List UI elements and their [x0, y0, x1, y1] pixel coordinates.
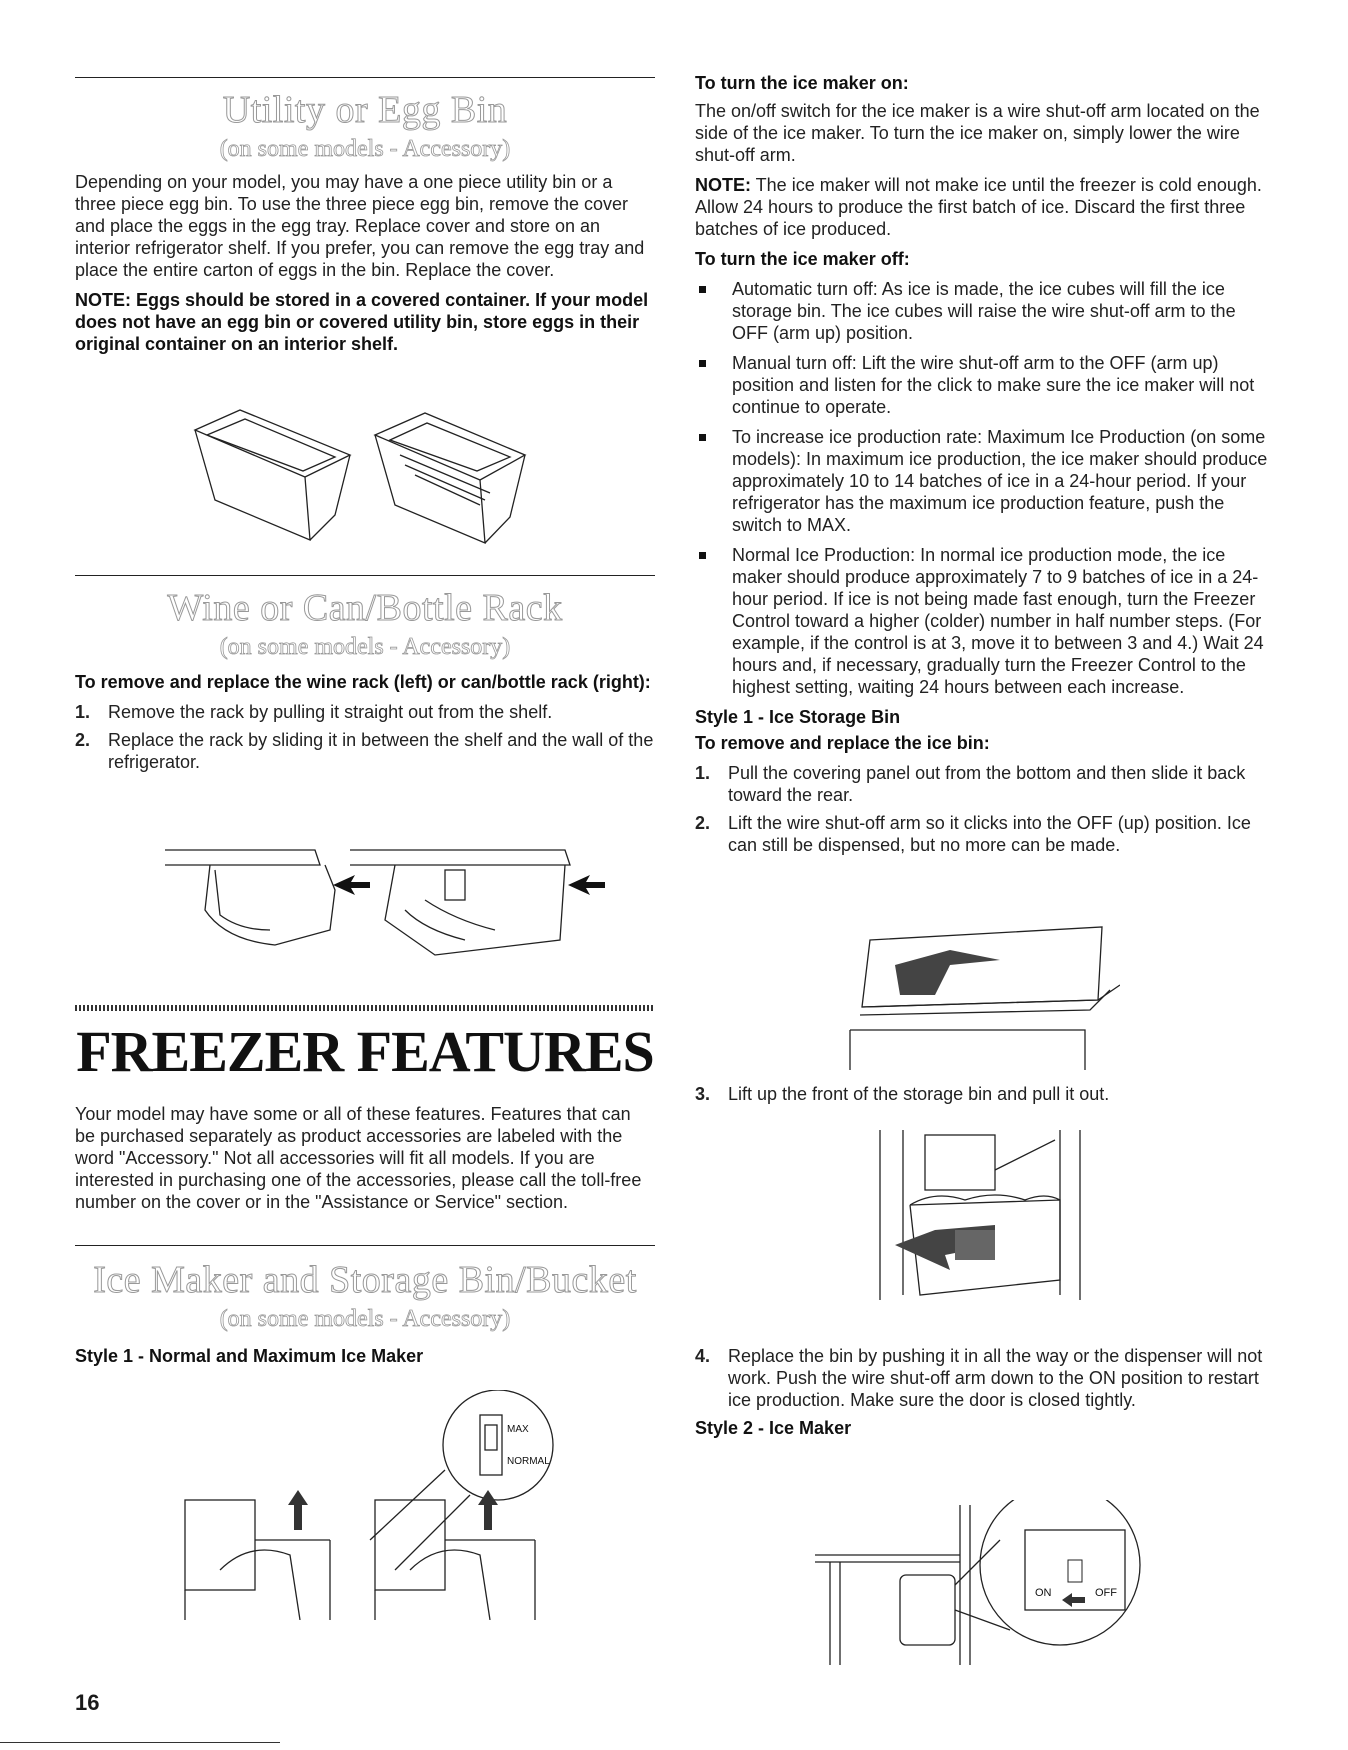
utility-note: NOTE: Eggs should be stored in a covered container. If your model does not have an egg bin or covered utility bin, store eggs in their original container on an interior shelf.: [75, 290, 649, 354]
style2-heading: Style 2 - Ice Maker: [695, 1418, 852, 1438]
section-subtitle: (on some models - Accessory): [219, 1306, 511, 1332]
ice-maker-instructions: [695, 72, 1270, 862]
style1-heading: Style 1 - Normal and Maximum Ice Maker: [75, 1346, 424, 1366]
utility-body: Depending on your model, you may have a one piece utility bin or a three piece egg bin. To use the three piece egg bin, remove the cover and place the eggs in the egg tray. Replace cover and store on an interior refrigerator shelf. If you prefer, you can remove the egg tray and place the entire carton of eggs in the bin. Replace the cover.: [75, 172, 645, 280]
bin-steps-b: [695, 1083, 1270, 1105]
section-rule: [75, 575, 655, 576]
list-item: To increase ice production rate: Maximum Ice Production (on some models): In maximum ice production, the ice maker should produce approximately 10 to 14 batches of ice in a 24-hour period. If your refrigerator has the maximum ice production feature, push the switch to MAX.: [695, 426, 1270, 536]
list-item: 1. Pull the covering panel out from the bottom and then slide it back toward the rear.: [695, 763, 1246, 805]
page-title: FREEZER FEATURES: [76, 1019, 654, 1084]
wine-rack-illustration: [165, 830, 605, 960]
switch-off-label: OFF: [1095, 1587, 1117, 1599]
bin-step-4-section: [695, 1345, 1270, 1439]
wine-steps: [75, 701, 655, 773]
note-paragraph: NOTE: The ice maker will not make ice until the freezer is cold enough. Allow 24 hours to produce the first batch of ice. Discard the first three batches of ice produced.: [695, 175, 1262, 239]
turn-on-body: The on/off switch for the ice maker is a wire shut-off arm located on the side of the ice maker. To turn the ice maker on, simply lower the wire shut-off arm.: [695, 101, 1260, 165]
section-rule: [75, 77, 655, 78]
list-item: 4. Replace the bin by pushing it in all the way or the dispenser will not work. Push the wire shut-off arm down to the ON position to restart ice production. Make sure the door is closed tightly.: [695, 1346, 1263, 1410]
list-item: 2. Replace the rack by sliding it in between the shelf and the wall of the refrigerator.: [75, 730, 654, 772]
page-number: 16: [75, 1690, 100, 1715]
list-item: Manual turn off: Lift the wire shut-off arm to the OFF (arm up) position and listen for the click to make sure the ice maker will not continue to operate.: [695, 352, 1270, 418]
turn-on-heading: To turn the ice maker on:: [695, 73, 909, 93]
switch-on-label: ON: [1035, 1587, 1052, 1599]
remove-bin-heading: To remove and replace the ice bin:: [695, 733, 990, 753]
ice-maker-style2-illustration: [810, 1500, 1170, 1670]
wine-heading: To remove and replace the wine rack (left) or can/bottle rack (right):: [75, 672, 651, 692]
storage-bin-illustration: [875, 1130, 1095, 1300]
covering-panel-illustration: [840, 925, 1120, 1075]
list-item: 3. Lift up the front of the storage bin and pull it out.: [695, 1084, 1110, 1104]
section-title: Wine or Can/Bottle Rack: [167, 587, 563, 629]
bin-steps-c: [695, 1345, 1270, 1411]
dotted-separator: [75, 1005, 655, 1011]
section-subtitle: (on some models - Accessory): [219, 634, 511, 660]
list-item: Normal Ice Production: In normal ice production mode, the ice maker should produce approximately 7 to 9 batches of ice in a 24-hour period. If ice is not being made fast enough, turn the Freezer Control toward a higher (colder) number in half number steps. (For example, if the control is at 3, move it to between 3 and 4.) Wait 24 hours and, if necessary, gradually turn the Freezer Control to the highest setting, waiting 24 hours between each increase.: [695, 544, 1270, 698]
turn-off-heading: To turn the ice maker off:: [695, 249, 910, 269]
list-item: 1. Remove the rack by pulling it straight out from the shelf.: [75, 702, 553, 722]
ice-maker-section: [75, 1258, 655, 1367]
egg-bin-illustration: [185, 405, 545, 545]
style1-bin-heading: Style 1 - Ice Storage Bin: [695, 707, 901, 727]
switch-normal-label: NORMAL: [507, 1456, 550, 1467]
list-item: Automatic turn off: As ice is made, the ice cubes will fill the ice storage bin. The ice cubes will raise the wire shut-off arm to the OFF (arm up) position.: [695, 278, 1270, 344]
list-item: 2. Lift the wire shut-off arm so it clicks into the OFF (up) position. Ice can still be dispensed, but no more can be made.: [695, 813, 1251, 855]
switch-max-label: MAX: [507, 1424, 529, 1435]
section-subtitle: (on some models - Accessory): [219, 136, 511, 162]
section-rule: [75, 1245, 655, 1246]
wine-rack-section: [75, 586, 655, 779]
section-title: Utility or Egg Bin: [222, 89, 508, 131]
freezer-intro: Your model may have some or all of these features. Features that can be purchased separately as product accessories are labeled with the word "Accessory." Not all accessories will fit all models. If you are interested in purchasing one of the accessories, please call the toll-free number on the cover or in the "Assistance or Service" section.: [75, 1104, 642, 1212]
ice-maker-style1-illustration: [180, 1390, 600, 1620]
footer-rule: [0, 1742, 280, 1743]
freezer-features-section: [75, 1018, 655, 1213]
bin-steps-a: [695, 762, 1270, 856]
turn-off-list: [695, 278, 1270, 698]
bin-step-3: [695, 1083, 1270, 1111]
section-title: Ice Maker and Storage Bin/Bucket: [93, 1259, 637, 1301]
utility-bin-section: [75, 88, 655, 355]
